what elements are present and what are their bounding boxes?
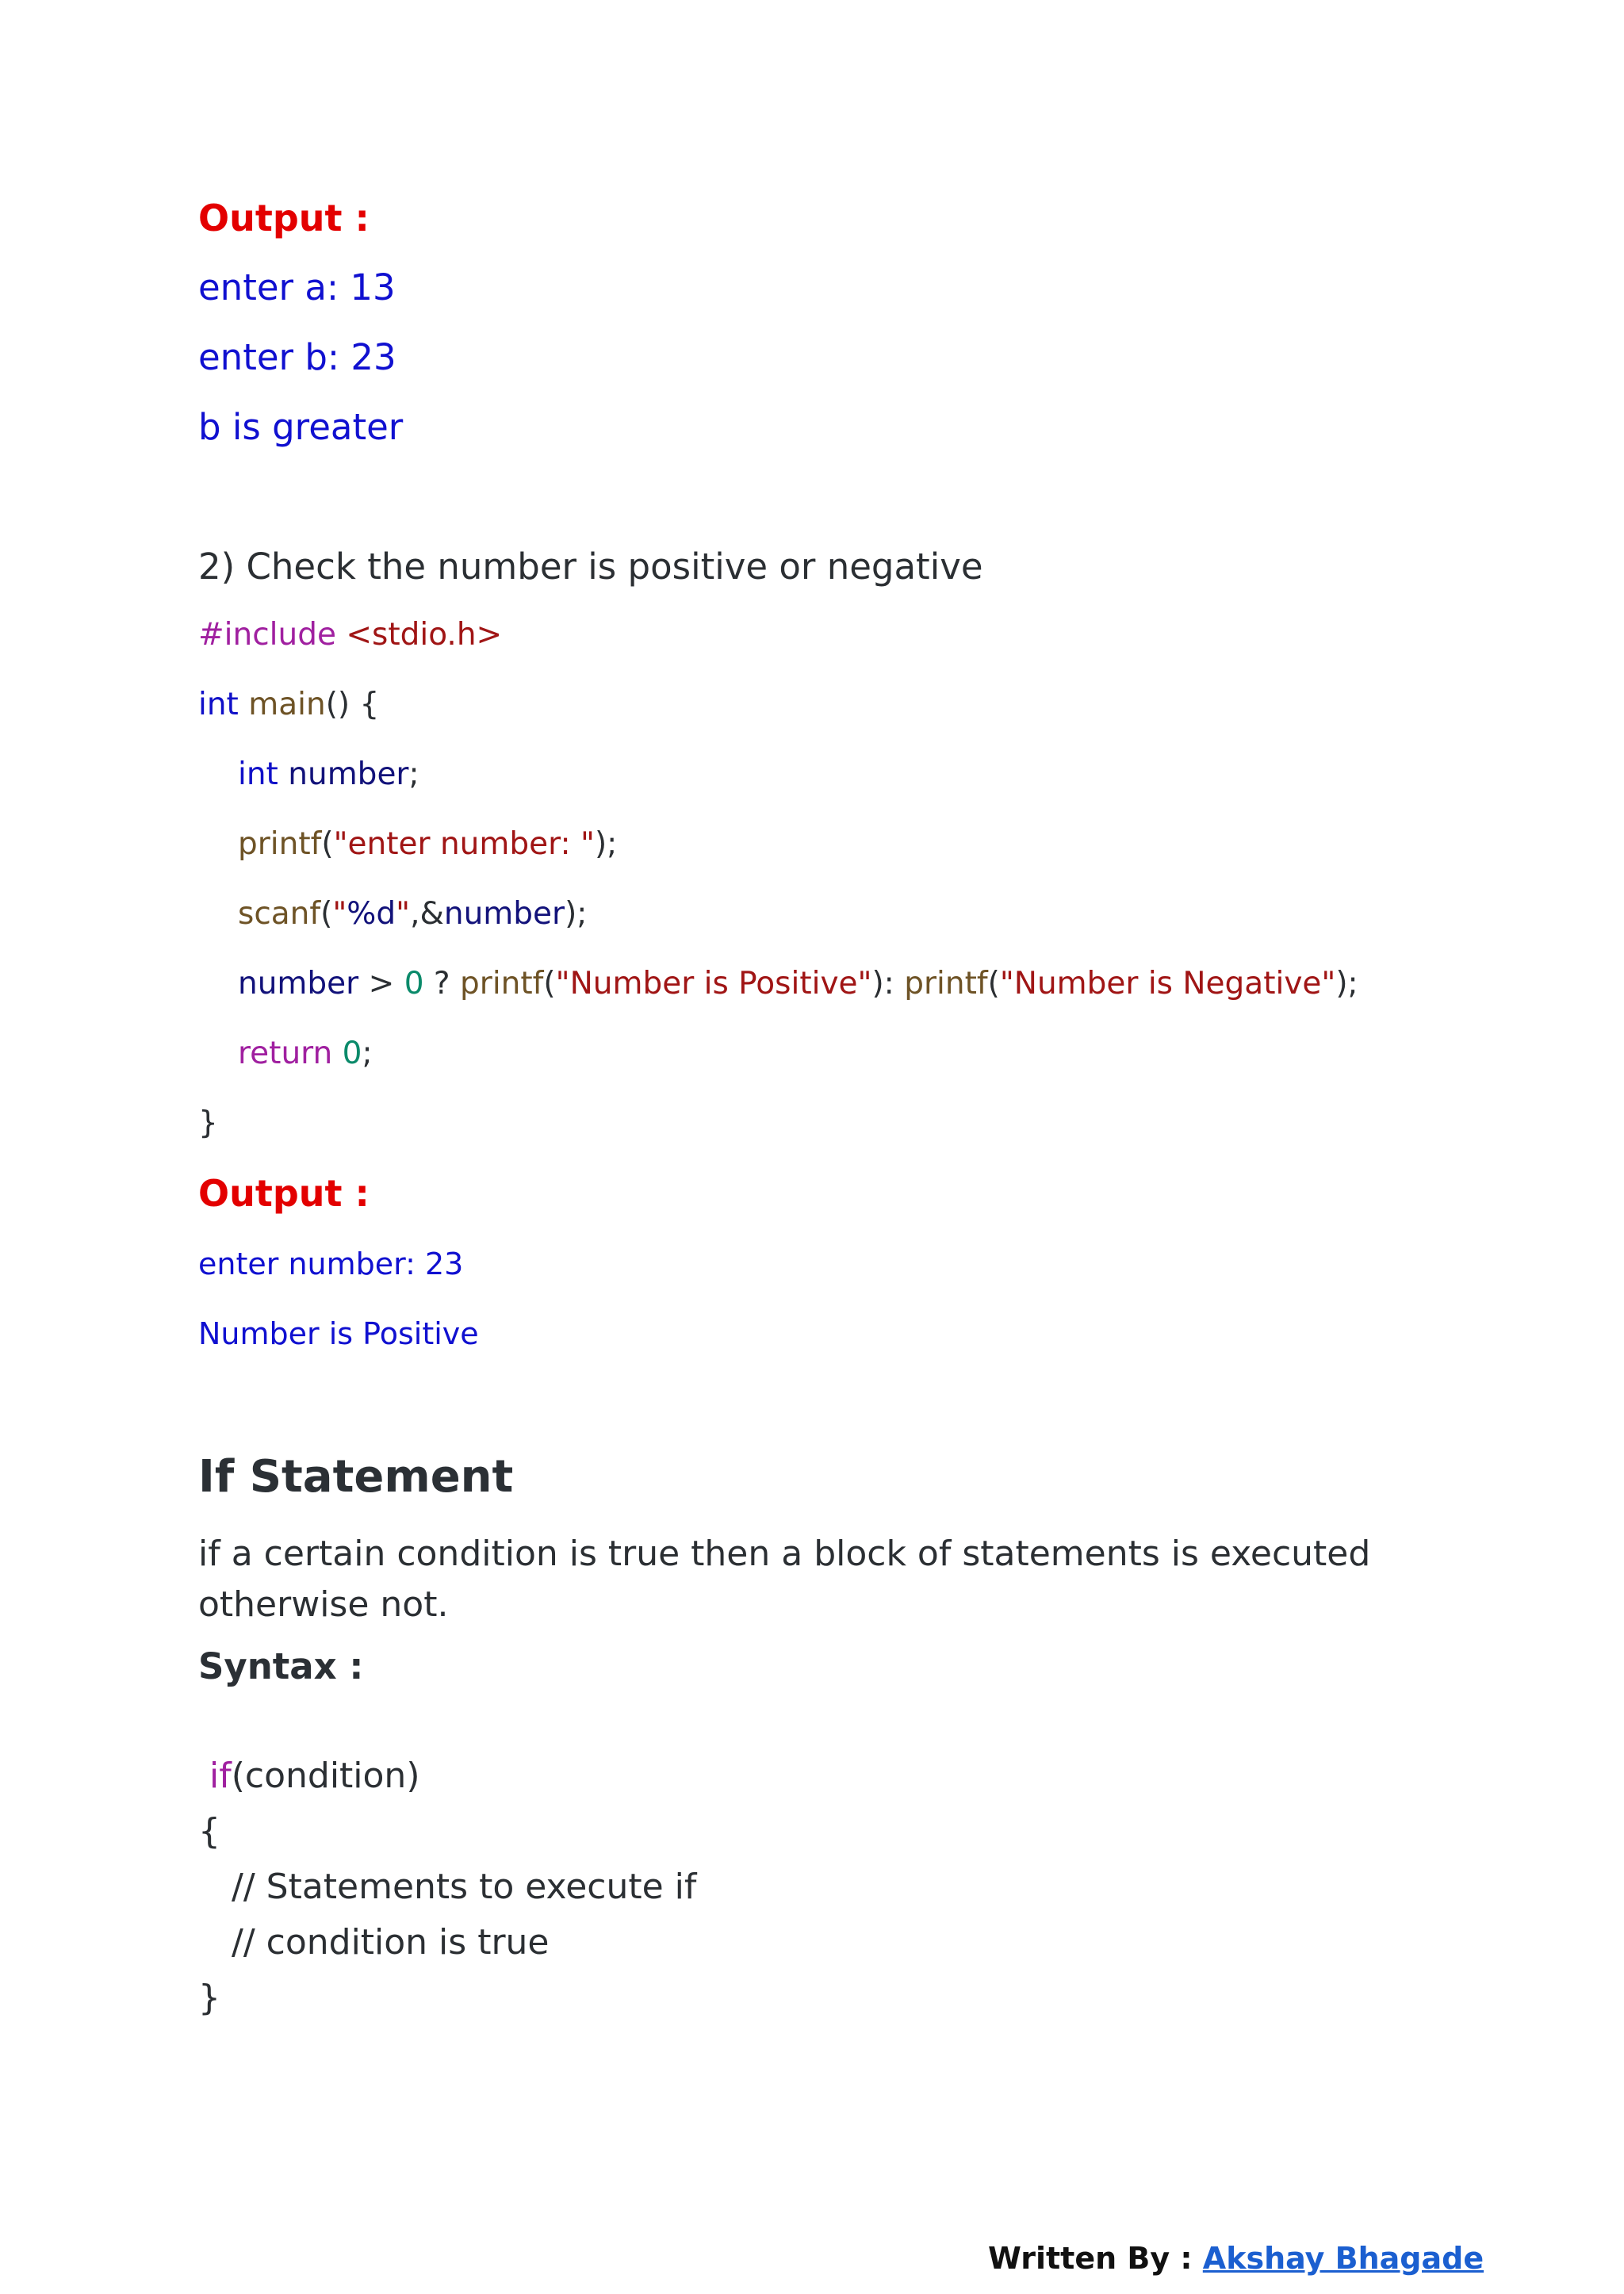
code-line-main (198, 687, 379, 722)
code-token: " (396, 896, 411, 932)
code-token: ; (362, 1036, 373, 1071)
syntax-line-if (209, 1756, 420, 1796)
code-token: <stdio.h> (335, 617, 503, 653)
code-token: scanf (238, 896, 321, 932)
syntax-label: Syntax : (198, 1645, 364, 1687)
footer-credit (988, 2241, 1484, 2276)
code-token (332, 1036, 342, 1071)
output-heading: Output : (198, 1172, 370, 1215)
code-token: 0 (404, 966, 424, 1001)
output-line: b is greater (198, 406, 404, 448)
code-token: > (358, 966, 404, 1001)
code-token: printf (460, 966, 544, 1001)
output-line: enter a: 13 (198, 266, 396, 308)
syntax-line-open: { (198, 1811, 220, 1852)
syntax-comment: // Statements to execute if (232, 1867, 697, 1907)
code-token: number (238, 966, 359, 1001)
code-line-return (238, 1036, 373, 1071)
output-heading: Output : (198, 197, 370, 239)
output-line: Number is Positive (198, 1316, 479, 1351)
syntax-line-close: } (198, 1978, 220, 2018)
code-token: #include (198, 617, 336, 653)
section-description: if a certain condition is true then a block of statements is executed otherwise not. (198, 1534, 1371, 1625)
code-token: " (332, 896, 347, 932)
code-token: ): (871, 966, 905, 1001)
code-token: ,& (410, 896, 444, 932)
code-token: ( (320, 896, 333, 932)
code-token: ); (1335, 966, 1358, 1001)
code-token: printf (238, 826, 322, 862)
code-token: printf (904, 966, 988, 1001)
code-line-ternary (238, 966, 1358, 1001)
code-line-declare (238, 756, 419, 792)
code-line-scanf (238, 896, 587, 932)
code-token: int (238, 756, 278, 792)
code-token: ( (543, 966, 556, 1001)
code-token: ? (423, 966, 461, 1001)
section-heading: If Statement (198, 1451, 514, 1503)
code-token: () { (325, 687, 380, 722)
code-token: number (443, 896, 565, 932)
code-line-printf (238, 826, 617, 862)
program-title: 2) Check the number is positive or negative (198, 546, 983, 588)
output-line: enter number: 23 (198, 1247, 464, 1281)
code-token: int (198, 687, 239, 722)
code-token: "enter number: " (333, 826, 595, 862)
code-token: ); (565, 896, 588, 932)
code-token: ; (408, 756, 419, 792)
code-token: ( (321, 826, 334, 862)
code-token: main (238, 687, 326, 722)
code-token: number (278, 756, 409, 792)
code-line-close: } (198, 1105, 218, 1141)
code-token: "Number is Negative" (999, 966, 1336, 1001)
code-token: ); (594, 826, 618, 862)
code-token: ( (987, 966, 1000, 1001)
author-link[interactable]: Akshay Bhagade (1202, 2241, 1484, 2276)
code-token: (condition) (231, 1756, 420, 1796)
code-line-include (198, 617, 502, 653)
code-token: return (238, 1036, 333, 1071)
syntax-comment: // condition is true (232, 1922, 550, 1963)
code-token: %d (347, 896, 396, 932)
code-token: "Number is Positive" (555, 966, 872, 1001)
footer-label: Written By : (988, 2241, 1203, 2276)
code-token: 0 (342, 1036, 362, 1071)
output-line: enter b: 23 (198, 336, 396, 378)
code-token: if (209, 1756, 232, 1796)
